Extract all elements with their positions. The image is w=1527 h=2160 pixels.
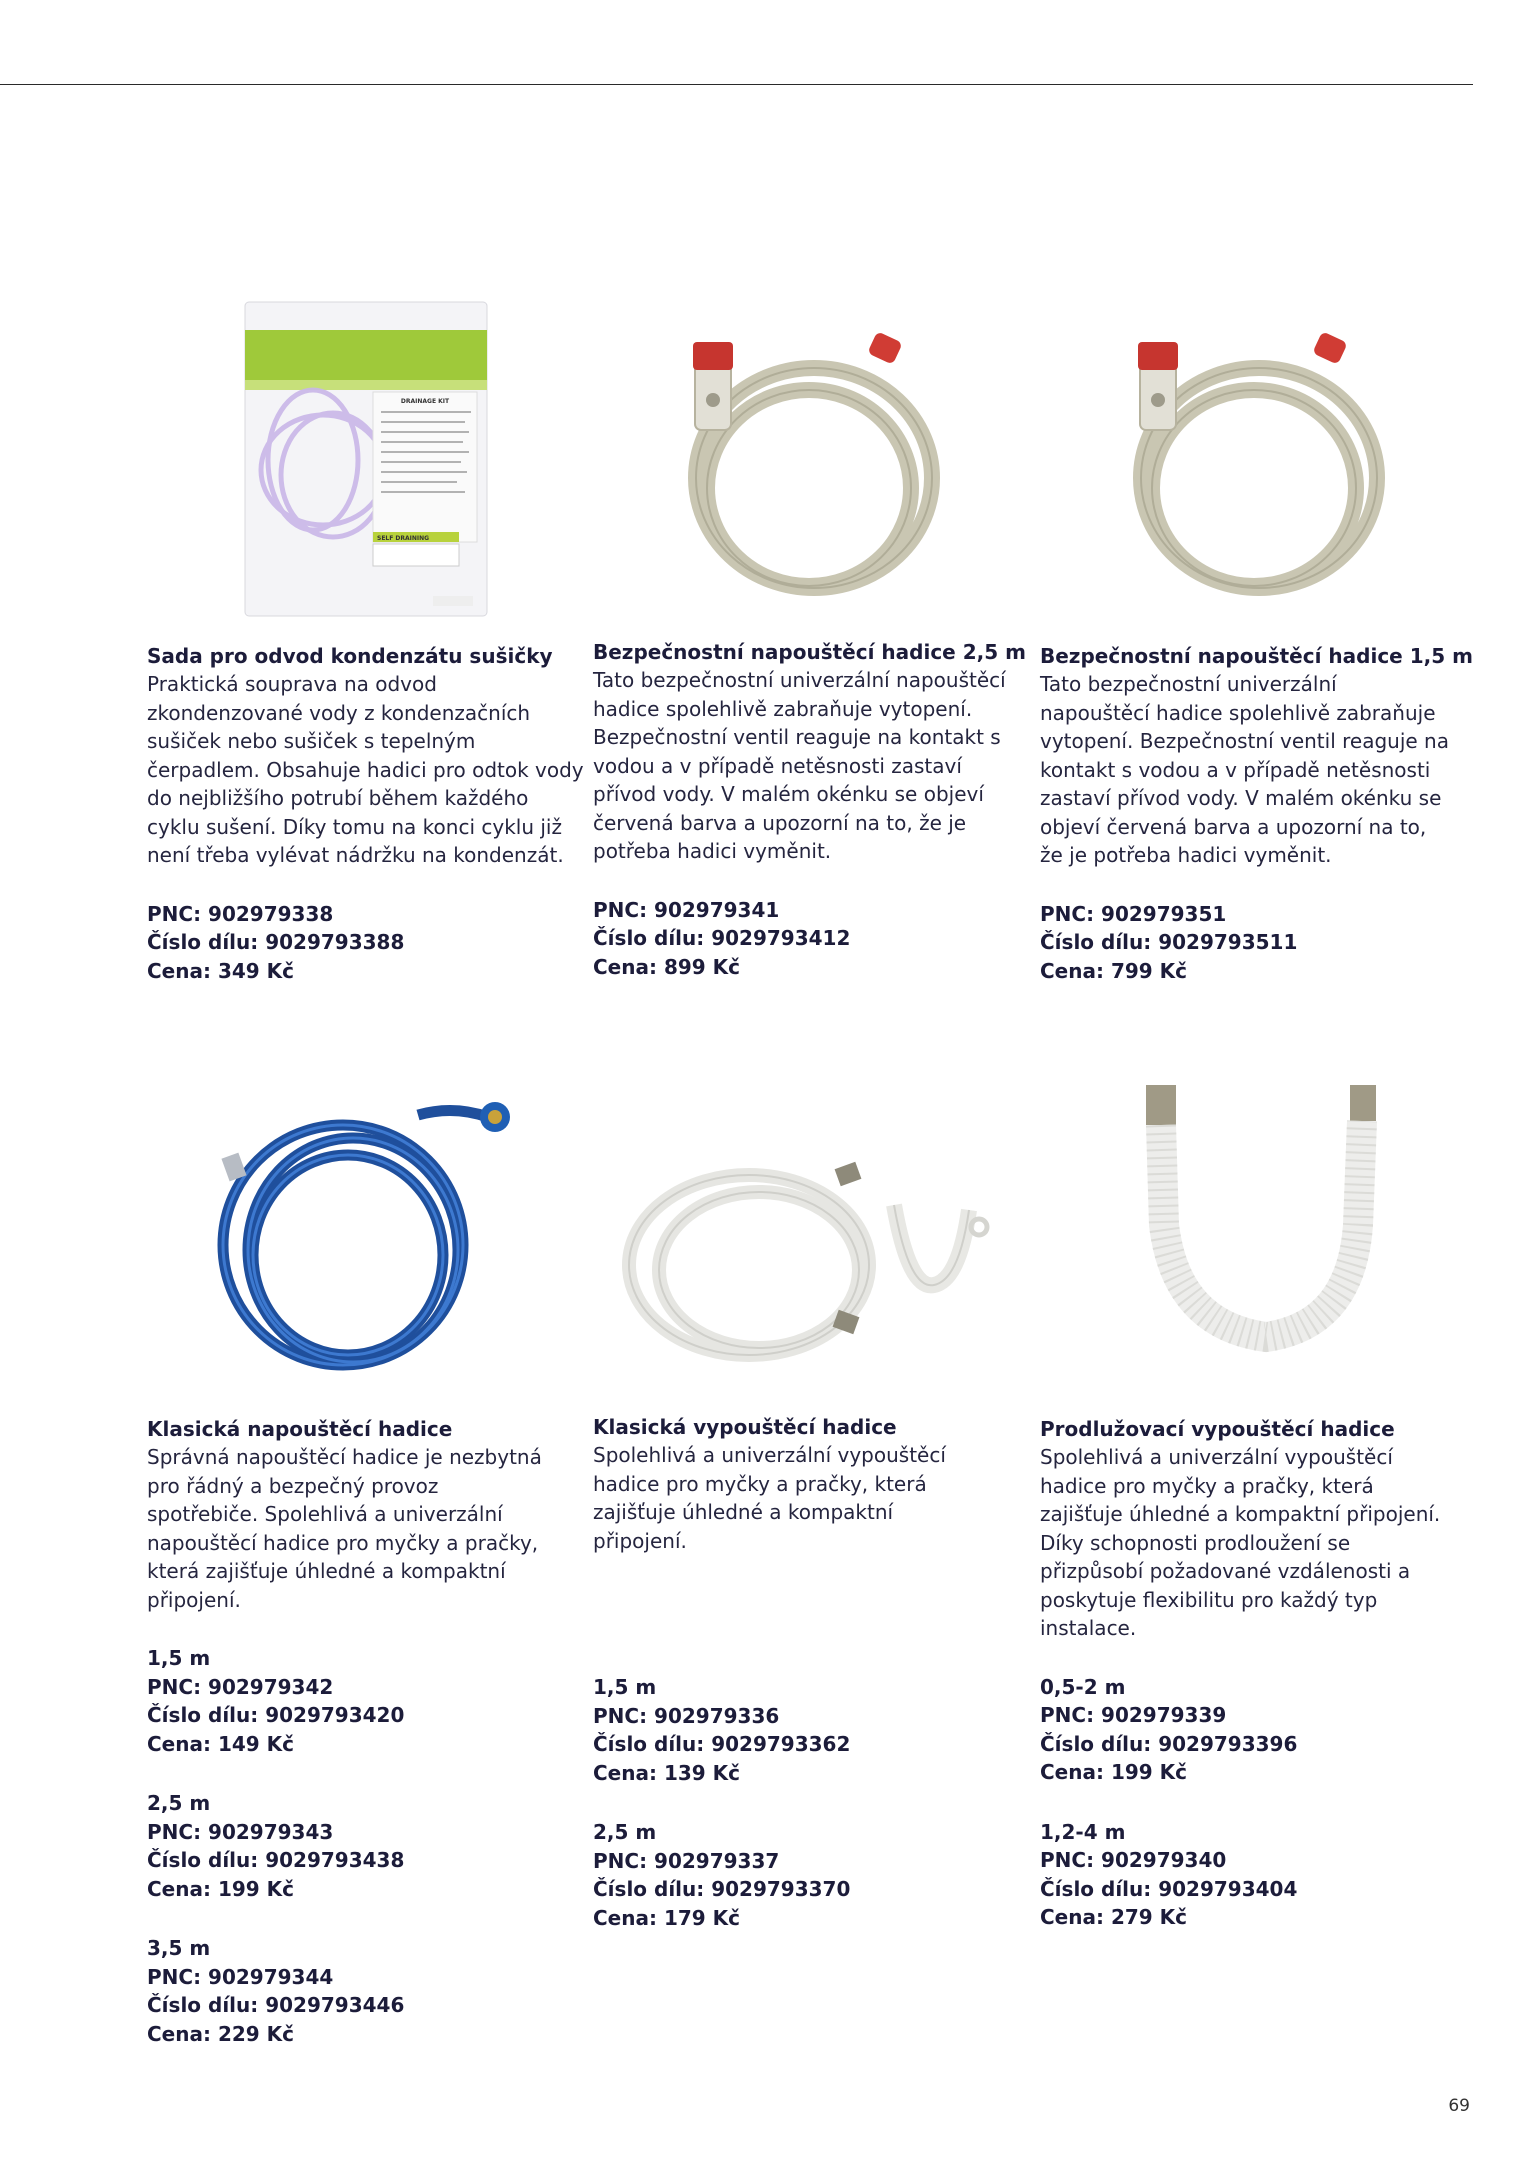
product-title: Sada pro odvod kondenzátu sušičky [147,644,553,668]
hose-length: 2,5 m [147,1791,211,1815]
pnc-number: PNC: 902979337 [593,1848,780,1873]
variant-group [147,1934,587,2048]
part-number: Číslo dílu: 9029793370 [593,1877,851,1901]
product-title: Bezpečnostní napouštěcí hadice 2,5 m [593,640,1026,664]
part-number: Číslo dílu: 9029793404 [1040,1876,1298,1901]
pnc-number: PNC: 902979339 [1040,1703,1227,1727]
white-drain-hose-image [619,1145,999,1375]
drainage-kit-package-image [243,300,489,618]
variant-group [147,900,587,986]
product-title: Klasická vypouštěcí hadice [593,1415,897,1439]
extendable-drain-hose-image [1126,1075,1386,1355]
price: Cena: 899 Kč [593,954,741,979]
part-number: Číslo dílu: 9029793438 [147,1848,405,1872]
top-divider [0,84,1473,85]
pnc-number: PNC: 902979351 [1040,901,1227,926]
product-title: Klasická napouštěcí hadice [147,1417,453,1441]
price: Cena: 199 Kč [1040,1760,1188,1784]
pnc-number: PNC: 902979340 [1040,1848,1227,1872]
part-number: Číslo dílu: 9029793396 [1040,1731,1298,1756]
part-number: Číslo dílu: 9029793362 [593,1732,851,1756]
product-description: Tato bezpečnostní univerzální napouštěcí hadice spolehlivě zabraňuje vytopení. Bezpečnostní ventil reaguje na kontakt s vodou a v případě netěsnosti zastaví přívod vody. V malém okénku se objeví červená barva a upozorní na to, že je potřeba hadici vyměnit. [593,668,1006,863]
pnc-number: PNC: 902979344 [147,1964,334,1989]
variant-group [147,1644,587,1758]
hose-length: 1,5 m [147,1646,211,1670]
part-number: Číslo dílu: 9029793511 [1040,930,1298,954]
part-number: Číslo dílu: 9029793420 [147,1703,405,1727]
page-number: 69 [1448,2096,1470,2116]
price: Cena: 279 Kč [1040,1905,1188,1929]
variant-group [593,1673,1033,1787]
hose-length: 1,2-4 m [1040,1819,1126,1844]
hose-length: 1,5 m [593,1675,657,1699]
price: Cena: 199 Kč [147,1876,295,1901]
safety-inlet-hose-image [1114,320,1404,610]
variant-group [1040,900,1480,986]
pnc-number: PNC: 902979336 [593,1703,780,1728]
pnc-number: PNC: 902979343 [147,1819,334,1844]
variant-group [1040,1673,1480,1787]
variant-group [147,1789,587,1903]
part-number: Číslo dílu: 9029793388 [147,930,405,954]
price: Cena: 139 Kč [593,1760,741,1785]
price: Cena: 149 Kč [147,1731,295,1756]
price: Cena: 179 Kč [593,1905,741,1930]
safety-inlet-hose-image [669,320,959,610]
product-title: Bezpečnostní napouštěcí hadice 1,5 m [1040,644,1473,668]
price: Cena: 229 Kč [147,2021,295,2046]
product-description: Spolehlivá a univerzální vypouštěcí hadice pro myčky a pračky, která zajišťuje úhledné a kompaktní připojení. [593,1443,946,1553]
variant-group [593,1818,1033,1932]
hose-length: 0,5-2 m [1040,1674,1126,1699]
package-label-self-draining: SELF DRAINING [377,535,430,542]
pnc-number: PNC: 902979338 [147,901,334,926]
pnc-number: PNC: 902979342 [147,1674,334,1699]
price: Cena: 349 Kč [147,958,295,983]
product-description: Tato bezpečnostní univerzální napouštěcí hadice spolehlivě zabraňuje vytopení. Bezpečnostní ventil reaguje na kontakt s vodou a v případě netěsnosti zastaví přívod vody. V malém okénku se objeví červená barva a upozorní na to, že je potřeba hadici vyměnit. [1040,672,1449,867]
price: Cena: 799 Kč [1040,958,1188,983]
variant-group [593,896,1033,982]
product-title: Prodlužovací vypouštěcí hadice [1040,1417,1395,1441]
hose-length: 2,5 m [593,1820,657,1844]
pnc-number: PNC: 902979341 [593,897,780,922]
product-description: Praktická souprava na odvod zkondenzované vody z kondenzačních sušiček nebo sušiček s tepelným čerpadlem. Obsahuje hadici pro odtok vody do nejbližšího potrubí během každého cyklu sušení. Díky tomu na konci cyklu již není třeba vylévat nádržku na kondenzát. [147,672,584,867]
package-label-drainage-kit: DRAINAGE KIT [400,398,450,405]
part-number: Číslo dílu: 9029793412 [593,926,851,950]
part-number: Číslo dílu: 9029793446 [147,1993,405,2017]
variant-group [1040,1818,1480,1932]
product-description: Spolehlivá a univerzální vypouštěcí hadice pro myčky a pračky, která zajišťuje úhledné a kompaktní připojení. Díky schopnosti prodloužení se přizpůsobí požadované vzdálenosti a poskytuje flexibilitu pro každý typ instalace. [1040,1445,1441,1640]
product-description: Správná napouštěcí hadice je nezbytná pro řádný a bezpečný provoz spotřebiče. Spolehlivá a univerzální napouštěcí hadice pro myčky a pračky, která zajišťuje úhledné a kompaktní připojení. [147,1445,542,1612]
blue-inlet-hose-image [203,1085,523,1385]
hose-length: 3,5 m [147,1936,211,1960]
